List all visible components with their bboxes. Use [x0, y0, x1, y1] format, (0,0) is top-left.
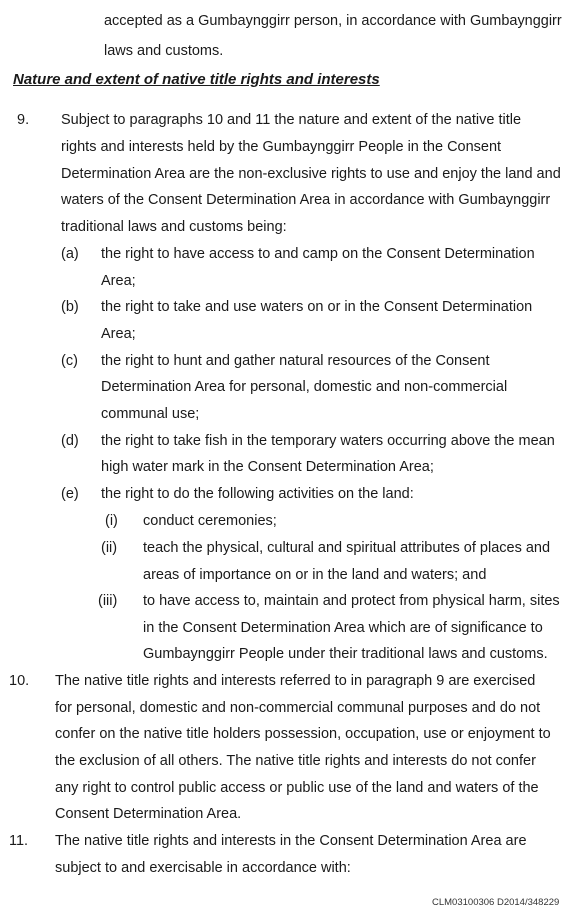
subitem-line: to have access to, maintain and protect from physical harm, sites: [143, 593, 560, 609]
subitem-label: (i): [105, 513, 118, 529]
item-label: (d): [61, 433, 79, 449]
paragraph-line: traditional laws and customs being:: [61, 219, 287, 235]
subitem-label: (ii): [101, 540, 118, 556]
item-label: (b): [61, 299, 79, 315]
subitem-line: areas of importance on or in the land and waters; and: [143, 567, 487, 583]
paragraph-line: confer on the native title holders possession, occupation, use or enjoyment to: [55, 726, 551, 742]
paragraph-line: waters of the Consent Determination Area in accordance with Gumbaynggirr: [61, 192, 551, 208]
paragraph-line: Subject to paragraphs 10 and 11 the nature and extent of the native title: [61, 112, 522, 128]
item-line: high water mark in the Consent Determination Area;: [101, 459, 434, 475]
item-label: (e): [61, 486, 79, 502]
item-line: communal use;: [101, 406, 200, 422]
intro-line: accepted as a Gumbaynggirr person, in accordance with Gumbaynggirr: [104, 13, 562, 29]
item-line: the right to take and use waters on or in the Consent Determination: [101, 299, 533, 315]
paragraph-line: Determination Area are the non-exclusive rights to use and enjoy the land and: [61, 166, 561, 182]
section-heading: Nature and extent of native title rights and interests: [13, 71, 380, 88]
item-line: Area;: [101, 326, 136, 342]
item-label: (c): [61, 353, 78, 369]
document-reference: CLM03100306 D2014/348229: [432, 897, 560, 908]
subitem-label: (iii): [98, 593, 118, 609]
paragraph-line: for personal, domestic and non-commercial communal purposes and do not: [55, 700, 541, 716]
paragraph-line: Consent Determination Area.: [55, 806, 242, 822]
item-line: Determination Area for personal, domestic and non-commercial: [101, 379, 508, 395]
item-line: the right to have access to and camp on the Consent Determination: [101, 246, 535, 262]
intro-line: laws and customs.: [104, 43, 224, 59]
item-line: Area;: [101, 273, 136, 289]
paragraph-line: rights and interests held by the Gumbaynggirr People in the Consent: [61, 139, 502, 155]
item-line: the right to hunt and gather natural resources of the Consent: [101, 353, 490, 369]
subitem-line: conduct ceremonies;: [143, 513, 277, 529]
paragraph-number: 11.: [9, 833, 29, 849]
item-line: the right to take fish in the temporary waters occurring above the mean: [101, 433, 555, 449]
paragraph-line: subject to and exercisable in accordance with:: [55, 860, 351, 876]
item-line: the right to do the following activities on the land:: [101, 486, 414, 502]
paragraph-number: 9.: [17, 112, 30, 128]
paragraph-line: The native title rights and interests in the Consent Determination Area are: [55, 833, 527, 849]
paragraph-line: The native title rights and interests referred to in paragraph 9 are exercised: [55, 673, 536, 689]
paragraph-line: the exclusion of all others. The native title rights and interests do not confer: [55, 753, 536, 769]
subitem-line: in the Consent Determination Area which are of significance to: [143, 620, 543, 636]
subitem-line: Gumbaynggirr People under their traditional laws and customs.: [143, 646, 548, 662]
paragraph-line: any right to control public access or public use of the land and waters of the: [55, 780, 539, 796]
item-label: (a): [61, 246, 79, 262]
subitem-line: teach the physical, cultural and spiritual attributes of places and: [143, 540, 551, 556]
paragraph-number: 10.: [9, 673, 30, 689]
